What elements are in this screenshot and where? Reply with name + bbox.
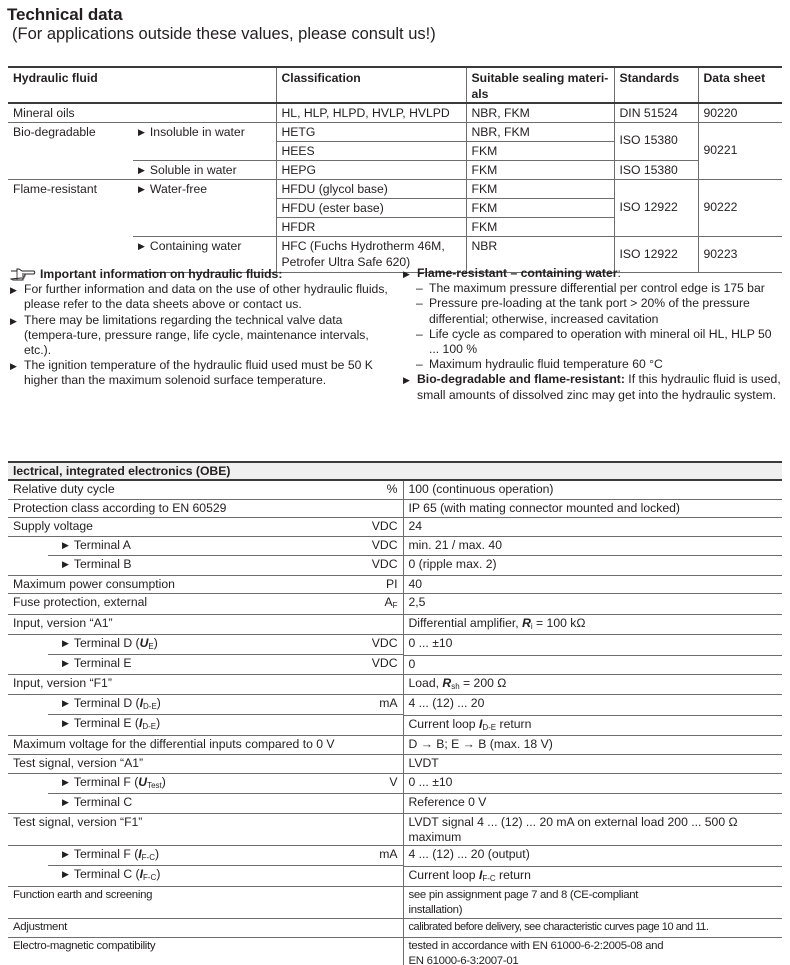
standard: ISO 12922 [614, 237, 698, 273]
param-label: Protection class according to EN 60529 [13, 500, 227, 515]
col-header-classification: Classification [276, 67, 466, 103]
table-row [8, 575, 782, 594]
table-row [8, 556, 782, 575]
section-heading: lectrical, integrated electronics (OBE) [8, 462, 782, 480]
triangle-bullet-icon: ▶ [10, 285, 17, 296]
col-header-datasheet: Data sheet [698, 67, 782, 103]
fluid-subgroup: ▶ Insoluble in water [138, 124, 245, 139]
triangle-bullet-icon: ▶ [62, 796, 69, 807]
col-header-hydraulic-fluid: Hydraulic fluid [13, 71, 98, 85]
page-title: Technical data [7, 5, 123, 24]
table-row [8, 594, 782, 614]
sealing: FKM [466, 141, 614, 160]
param-value: 4 ... (12) ... 20 [403, 695, 782, 716]
note-bullet: ▶ For further information and data on the use of other hydraulic fluids, please refer to the data sheets above or contact us. [10, 282, 388, 312]
table-row [8, 695, 782, 716]
sealing: FKM [466, 160, 614, 180]
page-subtitle: (For applications outside these values, please consult us!) [12, 25, 436, 43]
param-value: Reference 0 V [403, 794, 782, 813]
param-label: ▶ Terminal C [62, 794, 133, 809]
table-row [8, 180, 782, 199]
hydraulic-fluid-table [8, 66, 782, 273]
fluid-subgroup: ▶ Containing water [133, 237, 276, 273]
triangle-bullet-icon: ▶ [62, 849, 69, 859]
param-label: Input, version “A1” [13, 615, 113, 630]
param-unit: VDC [371, 556, 398, 571]
col-header-sealing: Suitable sealing materi- als [466, 67, 614, 103]
param-label: ▶ Terminal D $(I_{D-E})$ [62, 696, 161, 712]
param-label: Supply voltage [13, 519, 93, 534]
table-row [8, 122, 782, 141]
classification: HL, HLP, HLPD, HVLP, HVLPD [276, 103, 466, 122]
pointing-hand-icon [10, 268, 36, 282]
param-value: IP 65 (with mating connector mounted and locked) [403, 499, 782, 518]
param-value: calibrated before delivery, see characteristic curves page 10 and 11. [403, 919, 782, 938]
classification: HETG [276, 122, 466, 141]
sealing: NBR [466, 237, 614, 273]
table-row [8, 499, 782, 518]
param-value: LVDT [403, 754, 782, 773]
param-unit: mA [379, 696, 398, 711]
param-value: LVDT signal 4 ... (12) ... 20 mA on external load 200 ... 500 Ω maximum [403, 813, 782, 845]
param-label: Maximum voltage for the differential inputs compared to 0 V [13, 737, 335, 751]
standard: ISO 15380 [614, 122, 698, 160]
param-label: ▶ Terminal F $(U_{Test})$ [62, 774, 166, 790]
table-row [8, 518, 782, 537]
table-row [8, 103, 782, 122]
table-row [8, 938, 782, 965]
table-row [8, 773, 782, 794]
param-label: ▶ Terminal D $(U_E)$ [62, 635, 158, 651]
dash-item: – Life cycle as compared to operation with mineral oil HL, HLP 50 ... 100 % [416, 326, 772, 357]
sealing: FKM [466, 218, 614, 237]
param-label: Function earth and screening [8, 886, 403, 918]
param-label: ▶ Terminal B [62, 556, 132, 571]
param-label: Relative duty cycle [13, 482, 115, 497]
triangle-bullet-icon: ▶ [403, 375, 410, 386]
triangle-bullet-icon: ▶ [138, 126, 145, 137]
fluid-group: Flame-resistant [13, 182, 97, 196]
table-row [8, 634, 782, 655]
classification: HEES [276, 141, 466, 160]
dash-item: – The maximum pressure differential per control edge is 175 bar [416, 281, 765, 296]
table-row [8, 794, 782, 813]
param-label: Test signal, version “A1” [13, 755, 144, 770]
param-value: 4 ... (12) ... 20 (output) [403, 846, 782, 867]
fluid-group: Mineral oils [8, 103, 276, 122]
param-unit: mA [379, 847, 398, 861]
dash-item: – Pressure pre-loading at the tank port > 20% of the pressure differential; otherwise, increased cavitation [416, 296, 750, 326]
electrical-data-table [8, 461, 782, 965]
param-unit: VDC [371, 635, 398, 650]
param-unit: V [389, 774, 398, 789]
table-row [8, 715, 782, 735]
standard: DIN 51524 [614, 103, 698, 122]
param-unit: VDC [371, 519, 398, 534]
param-value: Differential amplifier, $R_i = 100$ kΩ [403, 614, 782, 634]
table-row [8, 614, 782, 634]
note-bullet: ▶ The ignition temperature of the hydraulic fluid used must be 50 K higher than the maximum solenoid surface temperature. [10, 358, 373, 388]
sealing: NBR, FKM [466, 122, 614, 141]
table-header-row [8, 462, 782, 480]
datasheet-number: 90221 [698, 122, 782, 180]
table-row [8, 674, 782, 694]
table-row [8, 480, 782, 499]
col-header-standards: Standards [614, 67, 698, 103]
triangle-bullet-icon: ▶ [138, 241, 145, 251]
table-row [8, 655, 782, 674]
sealing: FKM [466, 199, 614, 218]
triangle-bullet-icon: ▶ [62, 637, 69, 648]
sealing: FKM [466, 180, 614, 199]
param-label: ▶ Terminal A [62, 538, 131, 553]
fluid-subgroup: ▶ Water-free [133, 180, 276, 237]
standard: ISO 12922 [614, 180, 698, 237]
flame-resistant-note: ▶ Flame-resistant – containing water: [403, 266, 783, 281]
param-value: 0 ... ±10 [403, 634, 782, 655]
triangle-bullet-icon: ▶ [138, 164, 145, 175]
triangle-bullet-icon: ▶ [62, 698, 69, 709]
param-value: D → B; E → B (max. 18 V) [403, 736, 782, 755]
bio-flame-note: ▶ Bio-degradable and flame-resistant: If this hydraulic fluid is used, small amounts of dissolved zinc may get into the hydraulic system. [403, 372, 781, 402]
param-label: ▶ Terminal E $(I_{D-E})$ [62, 716, 161, 732]
fluid-group: Bio-degradable [8, 122, 133, 180]
param-unit: VDC [371, 538, 398, 553]
table-row [8, 866, 782, 886]
triangle-bullet-icon: ▶ [10, 361, 17, 372]
param-label: Adjustment [8, 919, 403, 938]
param-value: min. 21 / max. 40 [403, 537, 782, 556]
standard: ISO 15380 [614, 160, 698, 180]
dash-item: – Maximum hydraulic fluid temperature 60 °C [416, 357, 663, 372]
param-label: Maximum power consumption [13, 576, 175, 591]
triangle-bullet-icon: ▶ [62, 558, 69, 569]
triangle-bullet-icon: ▶ [138, 184, 145, 194]
param-value: 2,5 [403, 594, 782, 614]
triangle-bullet-icon: ▶ [62, 718, 69, 729]
datasheet-number: 90223 [698, 237, 782, 273]
important-info-notes [10, 267, 390, 389]
table-row [8, 736, 782, 755]
param-unit: VDC [371, 656, 398, 671]
param-value: 0 (ripple max. 2) [403, 556, 782, 575]
table-row [8, 754, 782, 773]
param-label: ▶ Terminal F $(I_{F-C})$ [62, 847, 160, 862]
fluid-subgroup: ▶ Soluble in water [133, 160, 276, 180]
param-value: see pin assignment page 7 and 8 (CE-compliant installation) [403, 886, 782, 918]
classification: HFDR [276, 218, 466, 237]
classification: HEPG [276, 160, 466, 180]
note-bullet: ▶ There may be limitations regarding the technical valve data (tempera-ture, pressure range, life cycle, maintenance intervals, etc.). [10, 312, 369, 358]
triangle-bullet-icon: ▶ [62, 658, 69, 669]
param-label: ▶ Terminal C $(I_{F-C})$ [62, 867, 161, 883]
triangle-bullet-icon: ▶ [62, 540, 69, 551]
table-row [8, 919, 782, 938]
table-row [8, 813, 782, 845]
triangle-bullet-icon: ▶ [10, 315, 17, 326]
param-label: Test signal, version “F1” [13, 814, 143, 829]
param-value: 0 [403, 655, 782, 674]
triangle-bullet-icon: ▶ [62, 869, 69, 880]
param-label: Fuse protection, external [13, 595, 148, 610]
param-label: ▶ Terminal E [62, 656, 132, 671]
triangle-bullet-icon: ▶ [403, 269, 410, 279]
note-heading: Important information on hydraulic fluids: [10, 267, 390, 282]
param-unit: % [386, 482, 398, 497]
param-value: 100 (continuous operation) [403, 480, 782, 499]
sealing: NBR, FKM [466, 103, 614, 122]
param-value: 0 ... ±10 [403, 773, 782, 794]
classification: HFC (Fuchs Hydrotherm 46M, Petrofer Ultra Safe 620) [276, 237, 466, 273]
param-label: Electro-magnetic compatibility [8, 938, 403, 965]
classification: HFDU (glycol base) [276, 180, 466, 199]
param-value: 24 [403, 518, 782, 537]
param-value: 40 [403, 575, 782, 594]
table-row [8, 886, 782, 918]
fluid-notes-right [403, 266, 783, 403]
datasheet-number: 90220 [698, 103, 782, 122]
param-value: Current loop $I_{D-E}$ return [403, 715, 782, 735]
triangle-bullet-icon: ▶ [62, 776, 69, 787]
param-unit: $A_F$ [384, 595, 398, 611]
table-row [8, 537, 782, 556]
table-row [8, 846, 782, 867]
param-value: Current loop $I_{F-C}$ return [403, 866, 782, 886]
param-unit: PI [385, 576, 398, 591]
param-value: tested in accordance with EN 61000-6-2:2005-08 and EN 61000-6-3:2007-01 [403, 938, 782, 965]
param-label: Input, version “F1” [13, 675, 112, 690]
classification: HFDU (ester base) [276, 199, 466, 218]
datasheet-number: 90222 [698, 180, 782, 237]
table-header-row [8, 67, 782, 103]
param-value: Load, $R_{sh} = 200$ Ω [403, 674, 782, 694]
